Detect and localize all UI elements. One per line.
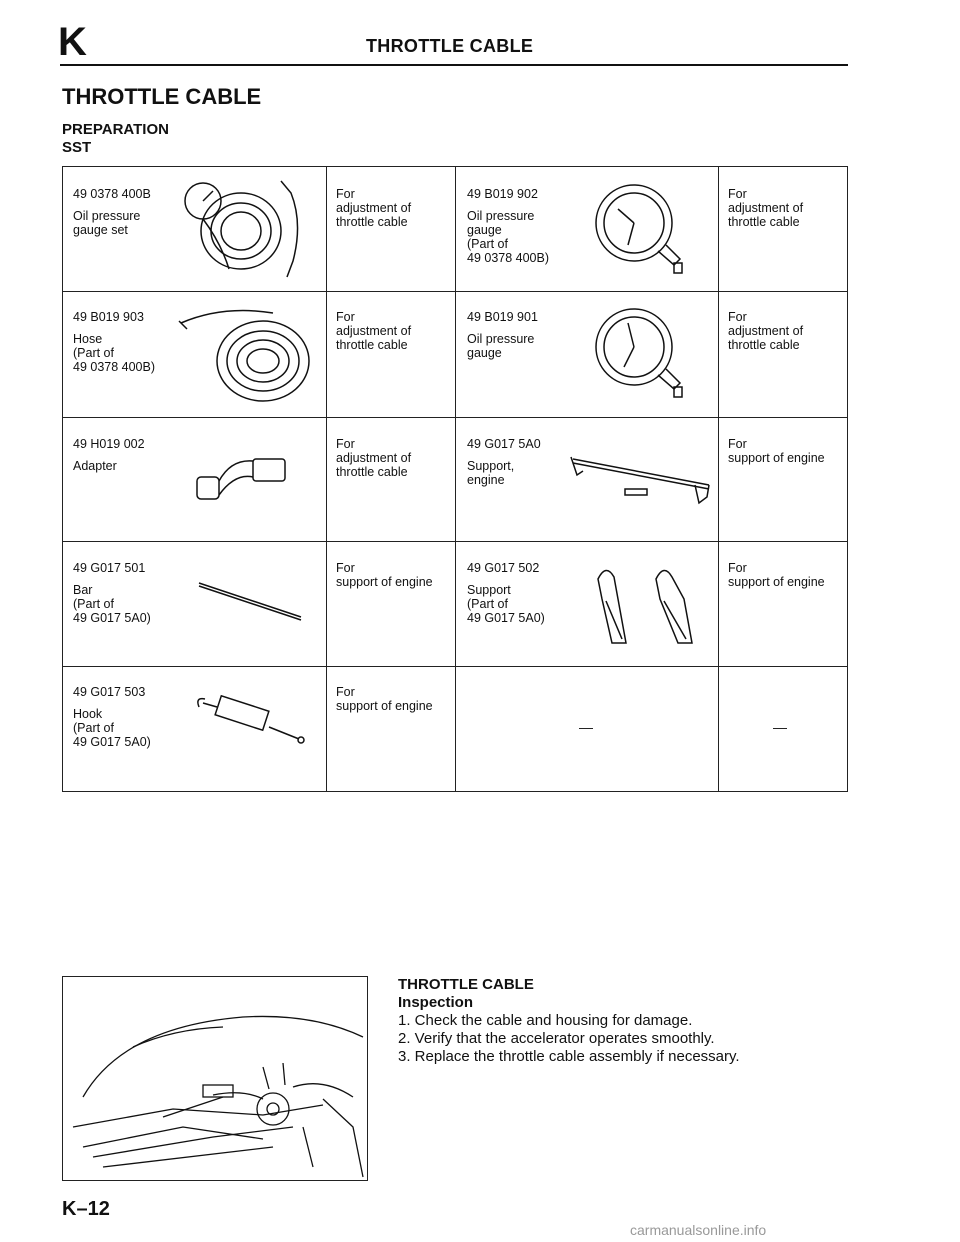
usage-cell bbox=[336, 187, 411, 229]
tool-name: 49 G017 5A0) bbox=[73, 611, 151, 625]
tool-cell bbox=[467, 561, 545, 625]
usage-cell bbox=[336, 437, 411, 479]
inspection-title: THROTTLE CABLE bbox=[398, 976, 534, 993]
tool-name: 49 G017 5A0) bbox=[73, 735, 151, 749]
throttle-cable-diagram-icon bbox=[63, 977, 368, 1181]
tool-number: 49 0378 400B bbox=[73, 187, 151, 201]
usage-line: For bbox=[336, 561, 355, 575]
usage-line: For bbox=[336, 685, 355, 699]
page-number: K–12 bbox=[62, 1198, 110, 1220]
tool-name: 49 0378 400B) bbox=[73, 360, 156, 374]
table-divider bbox=[63, 417, 847, 418]
tool-name: Support bbox=[467, 583, 511, 597]
tool-name: 49 0378 400B) bbox=[467, 251, 550, 265]
usage-line: For bbox=[728, 187, 747, 201]
empty-cell-mark: — bbox=[579, 719, 593, 735]
tool-name: Bar bbox=[73, 583, 93, 597]
usage-line: adjustment of bbox=[728, 201, 804, 215]
usage-line: For bbox=[728, 310, 747, 324]
tool-name: Support, bbox=[467, 459, 515, 473]
usage-line: throttle cable bbox=[336, 338, 408, 352]
usage-line: adjustment of bbox=[336, 451, 412, 465]
tool-cell bbox=[73, 310, 155, 374]
tool-name: gauge bbox=[467, 346, 502, 360]
tool-number: 49 G017 503 bbox=[73, 685, 146, 699]
watermark: carmanualsonline.info bbox=[630, 1222, 767, 1238]
usage-cell bbox=[336, 310, 411, 352]
section-letter: K bbox=[58, 20, 87, 64]
usage-line: throttle cable bbox=[336, 215, 408, 229]
usage-line: For bbox=[728, 561, 747, 575]
empty-cell-mark: — bbox=[773, 719, 787, 735]
tool-name: Hose bbox=[73, 332, 103, 346]
usage-cell bbox=[728, 561, 825, 589]
inspection-section bbox=[398, 976, 740, 1066]
inspection-step: 2. Verify that the accelerator operates smoothly. bbox=[398, 1030, 715, 1047]
usage-line: For bbox=[728, 437, 747, 451]
tool-name: (Part of bbox=[73, 346, 114, 360]
table-divider bbox=[63, 541, 847, 542]
sst-table bbox=[62, 166, 848, 792]
page-heading: THROTTLE CABLE bbox=[62, 84, 262, 109]
usage-line: support of engine bbox=[728, 451, 825, 465]
engine-support-icon bbox=[563, 447, 718, 517]
inspection-step: 3. Replace the throttle cable assembly if necessary. bbox=[398, 1048, 740, 1065]
tool-cell bbox=[73, 437, 145, 473]
hook-icon bbox=[191, 693, 311, 753]
bar-icon bbox=[193, 577, 308, 627]
usage-line: adjustment of bbox=[336, 201, 412, 215]
usage-cell bbox=[728, 187, 803, 229]
usage-cell bbox=[336, 685, 433, 713]
usage-line: For bbox=[336, 437, 355, 451]
support-brackets-icon bbox=[588, 559, 703, 654]
table-divider bbox=[63, 291, 847, 292]
sst-label: SST bbox=[62, 139, 92, 156]
pressure-gauge-icon bbox=[588, 181, 693, 281]
tool-name: engine bbox=[467, 473, 505, 487]
tool-number: 49 G017 501 bbox=[73, 561, 146, 575]
usage-line: throttle cable bbox=[336, 465, 408, 479]
usage-line: adjustment of bbox=[336, 324, 412, 338]
tool-cell bbox=[73, 187, 151, 237]
table-divider bbox=[455, 167, 456, 791]
usage-line: support of engine bbox=[728, 575, 825, 589]
tool-name: (Part of bbox=[467, 237, 508, 251]
usage-line: throttle cable bbox=[728, 338, 800, 352]
tool-number: 49 G017 502 bbox=[467, 561, 540, 575]
tool-name: 49 G017 5A0) bbox=[467, 611, 545, 625]
tool-number: 49 G017 5A0 bbox=[467, 437, 541, 451]
tool-cell bbox=[467, 437, 541, 487]
table-divider bbox=[718, 167, 719, 791]
tool-number: 49 B019 901 bbox=[467, 310, 538, 324]
tool-number: 49 B019 903 bbox=[73, 310, 144, 324]
tool-name: Hook bbox=[73, 707, 103, 721]
tool-name: (Part of bbox=[73, 721, 114, 735]
tool-cell bbox=[73, 685, 151, 749]
table-divider bbox=[63, 666, 847, 667]
header-rule bbox=[60, 64, 848, 66]
table-divider bbox=[326, 167, 327, 791]
inspection-subtitle: Inspection bbox=[398, 994, 474, 1011]
pressure-gauge-icon bbox=[588, 305, 693, 405]
tool-name: (Part of bbox=[73, 597, 114, 611]
tool-name: Oil pressure bbox=[73, 209, 141, 223]
tool-name: gauge set bbox=[73, 223, 128, 237]
tool-number: 49 H019 002 bbox=[73, 437, 145, 451]
usage-cell bbox=[336, 561, 433, 589]
inspection-step: 1. Check the cable and housing for damage. bbox=[398, 1012, 693, 1029]
adapter-icon bbox=[191, 451, 303, 511]
usage-line: For bbox=[336, 310, 355, 324]
tool-cell bbox=[467, 187, 549, 265]
usage-line: For bbox=[336, 187, 355, 201]
usage-line: support of engine bbox=[336, 575, 433, 589]
usage-cell bbox=[728, 310, 803, 352]
tool-name: Oil pressure bbox=[467, 209, 535, 223]
tool-name: Oil pressure bbox=[467, 332, 535, 346]
throttle-cable-figure bbox=[62, 976, 368, 1181]
oil-pressure-gauge-set-icon bbox=[181, 173, 323, 285]
usage-line: adjustment of bbox=[728, 324, 804, 338]
usage-cell bbox=[728, 437, 825, 465]
tool-cell bbox=[467, 310, 538, 360]
usage-line: support of engine bbox=[336, 699, 433, 713]
tool-name: Adapter bbox=[73, 459, 117, 473]
tool-name: gauge bbox=[467, 223, 502, 237]
header-title: THROTTLE CABLE bbox=[366, 36, 534, 56]
preparation-label: PREPARATION bbox=[62, 121, 169, 138]
hose-icon bbox=[173, 301, 323, 413]
tool-cell bbox=[73, 561, 151, 625]
tool-name: (Part of bbox=[467, 597, 508, 611]
tool-number: 49 B019 902 bbox=[467, 187, 538, 201]
usage-line: throttle cable bbox=[728, 215, 800, 229]
